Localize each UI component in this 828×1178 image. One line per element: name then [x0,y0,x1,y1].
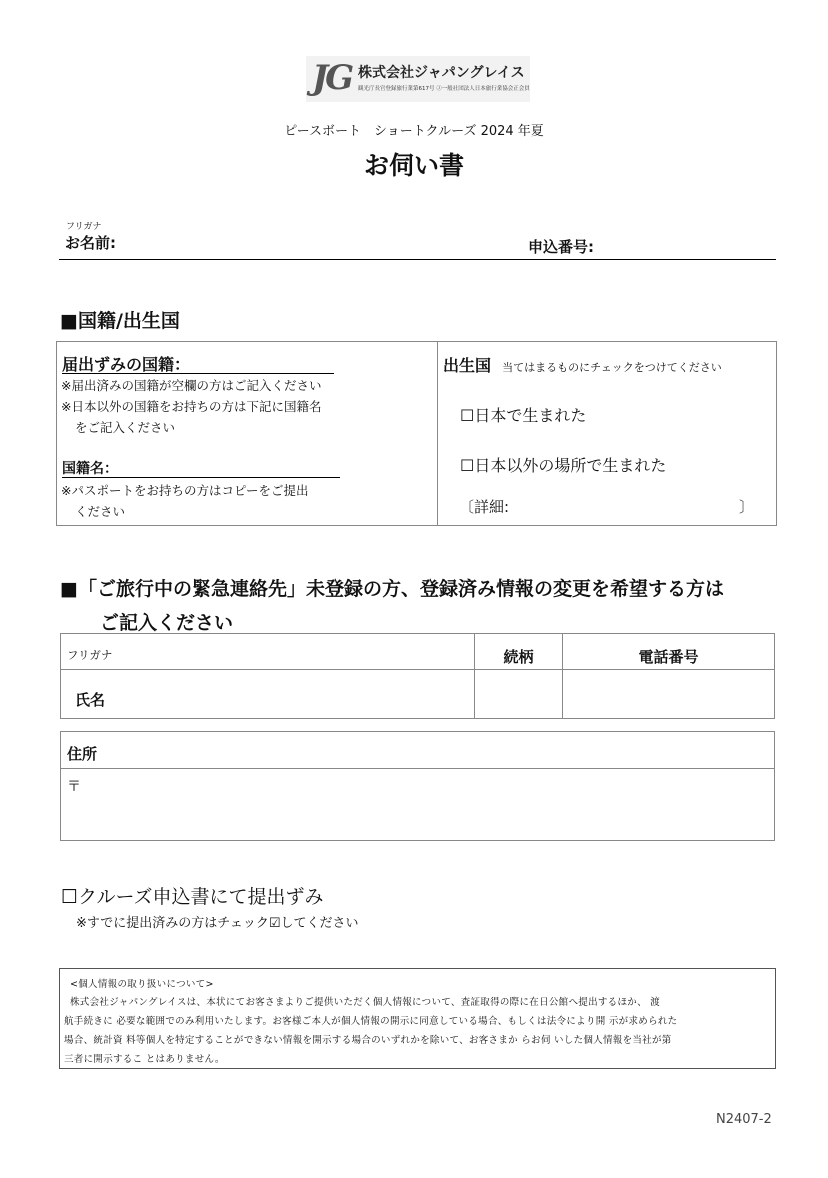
logo-company-name: 株式会社ジャパングレイス [358,65,525,81]
cruise-submitted-checkbox[interactable]: ☐クルーズ申込書にて提出ずみ [61,886,324,908]
privacy-text-line: 航手続きに 必要な範囲でのみ利用いたします。お客様ご本人が個人情報の開示に同意している場合、もしくは法令により開 示が求められた [64,1016,678,1027]
privacy-title: <個人情報の取り扱いについて> [70,979,214,990]
nationality-heading: ■国籍/出生国 [60,310,180,332]
privacy-notice-box [59,968,776,1069]
address-table [60,731,775,841]
document-code: N2407-2 [716,1112,772,1127]
logo-mark: JG [312,58,352,98]
privacy-text-line: 三者に開示するこ とはありません。 [64,1054,225,1065]
name-furigana-label: フリガナ [66,222,102,232]
birth-detail-close: 〕 [739,498,755,516]
address-field[interactable] [87,770,772,838]
birth-country-hint: 当てはまるものにチェックをつけてください [502,361,722,374]
name-field-label: お名前: [65,234,116,252]
cruise-submitted-note: ※すでに提出済みの方はチェック☑してください [76,916,359,931]
nationality-note-2-cont: をご記入ください [75,420,176,435]
birth-country-header [443,353,722,376]
contact-phone-field[interactable] [563,670,774,718]
logo-registration: 観光庁長官登録旅行業第617号 Ⓙ一般社団法人日本旅行業協会正会員 [358,86,530,92]
emergency-contact-table [60,633,775,719]
postal-mark: 〒 [67,779,81,795]
privacy-text-line: 株式会社ジャパングレイスは、本状にてお客さまよりご提供いただく個人情報について、査証取得の際に在日公館へ提出するほか、 渡 [70,997,660,1008]
born-outside-japan-checkbox[interactable]: ☐日本以外の場所で生まれた [460,456,667,475]
privacy-text-line: 場合、統計資 料等個人を特定することができない情報を開示する場合のいずれかを除いて、お客さまか らお伺 いした個人情報を当社が第 [64,1035,672,1046]
col-phone-header: 電話番号 [638,648,699,666]
name-field-line[interactable] [59,259,776,260]
table-divider [61,768,774,769]
birth-detail-open: 〔詳細: [459,498,510,516]
birth-detail-field[interactable] [523,492,737,518]
born-in-japan-checkbox[interactable]: ☐日本で生まれた [460,406,587,425]
country-name-label: 国籍名： [62,461,118,477]
document-subtitle: ピースボート ショートクルーズ 2024 年夏 [284,124,544,139]
passport-note-cont: ください [75,504,126,519]
nationality-box [56,341,777,526]
birth-country-label: 出生国 [443,356,492,375]
address-label: 住所 [67,745,98,763]
contact-relation-field[interactable] [475,670,561,718]
col-furigana-header: フリガナ [67,648,113,662]
emergency-heading: ■「ご旅行中の緊急連絡先」未登録の方、登録済み情報の変更を希望する方は [60,578,724,600]
nationality-divider [437,342,438,525]
nationality-note-2: ※日本以外の国籍をお持ちの方は下記に国籍名 [61,399,322,414]
nationality-note-1: ※届出済みの国籍が空欄の方はご記入ください [61,378,322,393]
passport-note: ※パスポートをお持ちの方はコピーをご提出 [61,483,309,498]
contact-name-field[interactable] [121,670,473,718]
row-name-label: 氏名 [75,691,106,709]
document-title: お伺い書 [363,151,464,180]
company-logo [306,56,530,102]
registered-nationality-label: 届出ずみの国籍： [62,355,191,374]
emergency-heading-cont: ご記入ください [100,612,234,634]
country-name-field[interactable] [62,458,340,478]
application-number-label: 申込番号: [528,238,594,256]
registered-nationality-field[interactable] [62,352,334,374]
col-relation-header: 続柄 [503,648,534,666]
